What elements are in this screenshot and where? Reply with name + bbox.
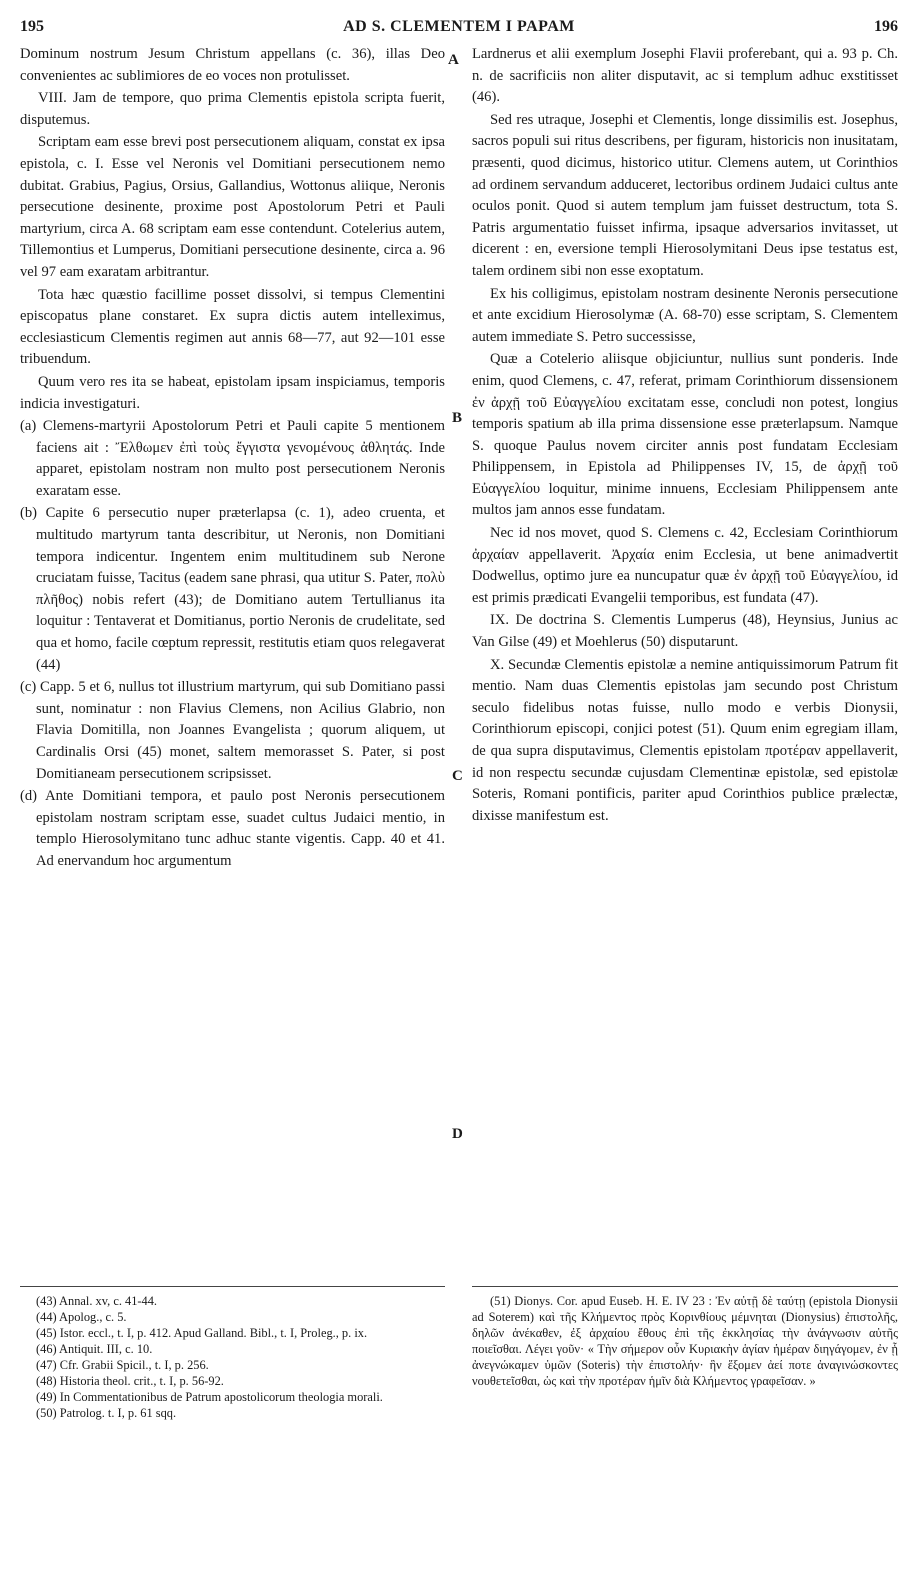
footnote: (43) Annal. xv, c. 41-44.	[36, 1294, 158, 1308]
left-column	[20, 44, 445, 873]
list-item: (d) Ante Domitiani tempora, et paulo post Neronis persecutionem epistolam nostram scriptam esse, suadet cultus Judaici mentio, in templo Hierosolymitano tunc adhuc stante vigentis. Capp. 40 et 41. Ad enervandum hoc argumentum	[20, 788, 445, 869]
margin-letter-d: D	[452, 1126, 463, 1142]
margin-letter-c: C	[452, 768, 463, 784]
footnote-rule-right	[472, 1286, 898, 1287]
footnote: (49) In Commentationibus de Patrum apostolicorum theologia morali.	[36, 1390, 383, 1404]
list-item: (b) Capite 6 persecutio nuper præterlapsa (c. 1), adeo cruenta, et multitudo martyrum tanta describitur, ut Neronis, non Domitiani tempora indicentur. Ingentem enim multitudinem sub Nerone cruciatam fuisse, Tacitus (eadem sane phrasi, qua utitur S. Pater, πολὺ πλῆθος) nobis refert (43); de Domitiano autem Tertullianus ita loquitur : Tentaverat et Domitianus, portio Neronis de crudelitate, sed qua et homo, facile cœptum repressit, restitutis etiam quos relegaverat (44)	[20, 505, 445, 673]
margin-letter-b: B	[452, 410, 463, 426]
list-item: (c) Capp. 5 et 6, nullus tot illustrium martyrum, qui sub Domitiano passi sunt, nominatur : non Flavius Clemens, non Acilius Glabrio, non Flavia Domitilla, non Joannes Evangelista ; quorum aliquem, ut Cardinalis Orsi (45) monet, saltem memorasset S. Pater, si post Domitianeam persecutionem scripsisset.	[20, 679, 445, 782]
footnotes-right	[472, 1293, 898, 1389]
right-column	[472, 44, 898, 827]
page-number-left: 195	[20, 18, 44, 35]
margin-letter-a: A	[448, 52, 459, 68]
section-heading-ix: IX. De doctrina S. Clementis Lumperus (48), Heynsius, Junius ac Van Gilse (49) et Moehlerus (50) disputarunt.	[472, 612, 898, 651]
list-item: (a) Clemens-martyrii Apostolorum Petri et Pauli capite 5 mentionem faciens ait : Ἔλθωμεν ἐπὶ τοὺς ἔγγιστα γενομένους ἀθλητάς. Inde apparet, epistolam nostram non multo post persecutionem Neronis exaratam esse.	[20, 418, 445, 499]
section-heading-x: X. Secundæ Clementis epistolæ a nemine antiquissimorum Patrum fit mentio. Nam duas Clementis epistolas jam secundo post Christum seculo fidelibus notas fuisse, nullo modo e verbis Dionysii, Corinthiorum episcopi, conjici potest (51). Quum enim egregiam illam, de qua supra disputavimus, Clementis epistolam προτέραν appellaverit, id non respectu secundæ cujusdam Clementinæ epistolæ, sed epistolæ Soteris, Romani pontificis, pariter apud Corinthios publice prælectæ, dixisse manifestum est.	[472, 656, 898, 824]
paragraph: Quum vero res ita se habeat, epistolam ipsam inspiciamus, temporis indicia investigaturi.	[20, 373, 445, 412]
paragraph: Tota hæc quæstio facillime posset dissolvi, si tempus Clementini episcopatus plane constaret. Ex supra dictis autem intelleximus, ecclesiasticum Clementis regimen aut annis 68—77, aut 92—101 esse tribuendum.	[20, 286, 445, 368]
footnote: (50) Patrolog. t. I, p. 61 sqq.	[36, 1406, 177, 1420]
paragraph: Scriptam eam esse brevi post persecutionem aliquam, constat ex ipsa epistola, c. I. Esse vel Neronis vel Domitiani persecutionem nemo dubitat. Grabius, Pagius, Orsius, Gallandius, Wottonus aliique, Neronis persecutione desinente, proxime post Apostolorum Petri et Pauli martyrium, circa A. 68 scriptam eam esse contendunt. Cotelerius autem, Tillemontius et Lumperus, Domitiani persecutione desinente, circa a. 96 vel 97 eam exaratam arbitrantur.	[20, 134, 445, 280]
paragraph: Ex his colligimus, epistolam nostram desinente Neronis persecutione et ante excidium Hierosolymæ (A. 68-70) esse scriptam, S. Clementem autem immediate S. Petro successisse,	[472, 285, 898, 345]
footnote: (48) Historia theol. crit., t. I, p. 56-92.	[36, 1374, 224, 1388]
paragraph: Nec id nos movet, quod S. Clemens c. 42, Ecclesiam Corinthiorum ἀρχαίαν appellaverit. Ἀρχαία enim Ecclesia, ut bene animadvertit Dodwellus, optimo jure ea nuncupatur quæ ἐν ἀρχῇ τοῦ Εὐαγγελίου, id est primis prædicati Evangelii temporibus, est fundata (47).	[472, 525, 898, 606]
footnote-rule-left	[20, 1286, 445, 1287]
footnote: (45) Istor. eccl., t. I, p. 412. Apud Galland. Bibl., t. I, Proleg., p. ix.	[36, 1326, 368, 1340]
running-title: AD S. CLEMENTEM I PAPAM	[343, 18, 575, 35]
footnote: (44) Apolog., c. 5.	[36, 1310, 127, 1324]
footnote: (47) Cfr. Grabii Spicil., t. I, p. 256.	[36, 1358, 209, 1372]
section-heading-viii: VIII. Jam de tempore, quo prima Clementis epistola scripta fuerit, disputemus.	[20, 90, 445, 128]
footnotes-left	[20, 1293, 445, 1421]
page-number-right: 196	[874, 18, 898, 35]
footnote: (46) Antiquit. III, c. 10.	[36, 1342, 153, 1356]
paragraph: Sed res utraque, Josephi et Clementis, longe dissimilis est. Josephus, sacros populi sui ritus describens, per figuram, historicis non inusitatam, præsenti, quod dicimus, historico utitur. Clemens autem, ut Corinthios ad ordinem servandum adduceret, lectoribus ordinem Judaici cultus ante oculos ponit. Quod si autem templum jam fuisset destructum, tota S. Patris argumentatio fuisset infirma, ipsaque adversarios invitasset, ut dicerent : en, eversione templi Hierosolymitani Deus ipse testatus est, talem ordinem sibi non esse exoptatum.	[472, 111, 898, 279]
paragraph: Lardnerus et alii exemplum Josephi Flavii proferebant, qui a. 93 p. Ch. n. de sacrificiis non aliter disputavit, ac si templum adhuc exstitisset (46).	[472, 46, 898, 106]
paragraph: Quæ a Cotelerio aliisque objiciuntur, nullius sunt ponderis. Inde enim, quod Clemens, c. 47, referat, primam Corinthiorum dissensionem ἐν ἀρχῇ τοῦ Εὐαγγελίου excitatam esse, concludi non potest, longius temporis spatium ab illa prima dissensione esse præterlapsum. Namque S. quoque Paulus novem circiter annis post fundatam Ecclesiam Philippensem, in Epistola ad Philippenses IV, 15, de ἀρχῇ τοῦ Εὐαγγελίου loquitur, minime innuens, Ecclesiam Philippensem ante multos jam annos esse fundatam.	[472, 351, 898, 519]
paragraph: Dominum nostrum Jesum Christum appellans (c. 36), illas Deo convenientes ac sublimiores de eo voces non protulisset.	[20, 46, 445, 84]
running-header	[20, 14, 898, 42]
footnote: (51) Dionys. Cor. apud Euseb. H. E. IV 23 : Ἐν αὐτῇ δὲ ταύτῃ (epistola Dionysii ad Soterem) καὶ τῆς Κλήμεντος πρὸς Κορινθίους μέμνηται (Dionysius) ἐπιστολῆς, δηλῶν ἀνέκαθεν, ἐξ ἀρχαίου ἔθους ἐπὶ τῆς ἐκκλησίας τὴν ἀνάγνωσιν αὐτῆς ποιεῖσθαι. Λέγει γοῦν· « Τὴν σήμερον οὖν Κυριακὴν ἁγίαν ἡμέραν διηγάγομεν, ἐν ᾗ ἀνεγνώκαμεν ὑμῶν (Soteris) τὴν ἐπιστολήν· ἣν ἕξομεν ἀεί ποτε ἀναγινώσκοντες νουθετεῖσθαι, ὡς καὶ τὴν προτέραν ἡμῖν διὰ Κλήμεντος γραφεῖσαν. »	[472, 1294, 898, 1388]
